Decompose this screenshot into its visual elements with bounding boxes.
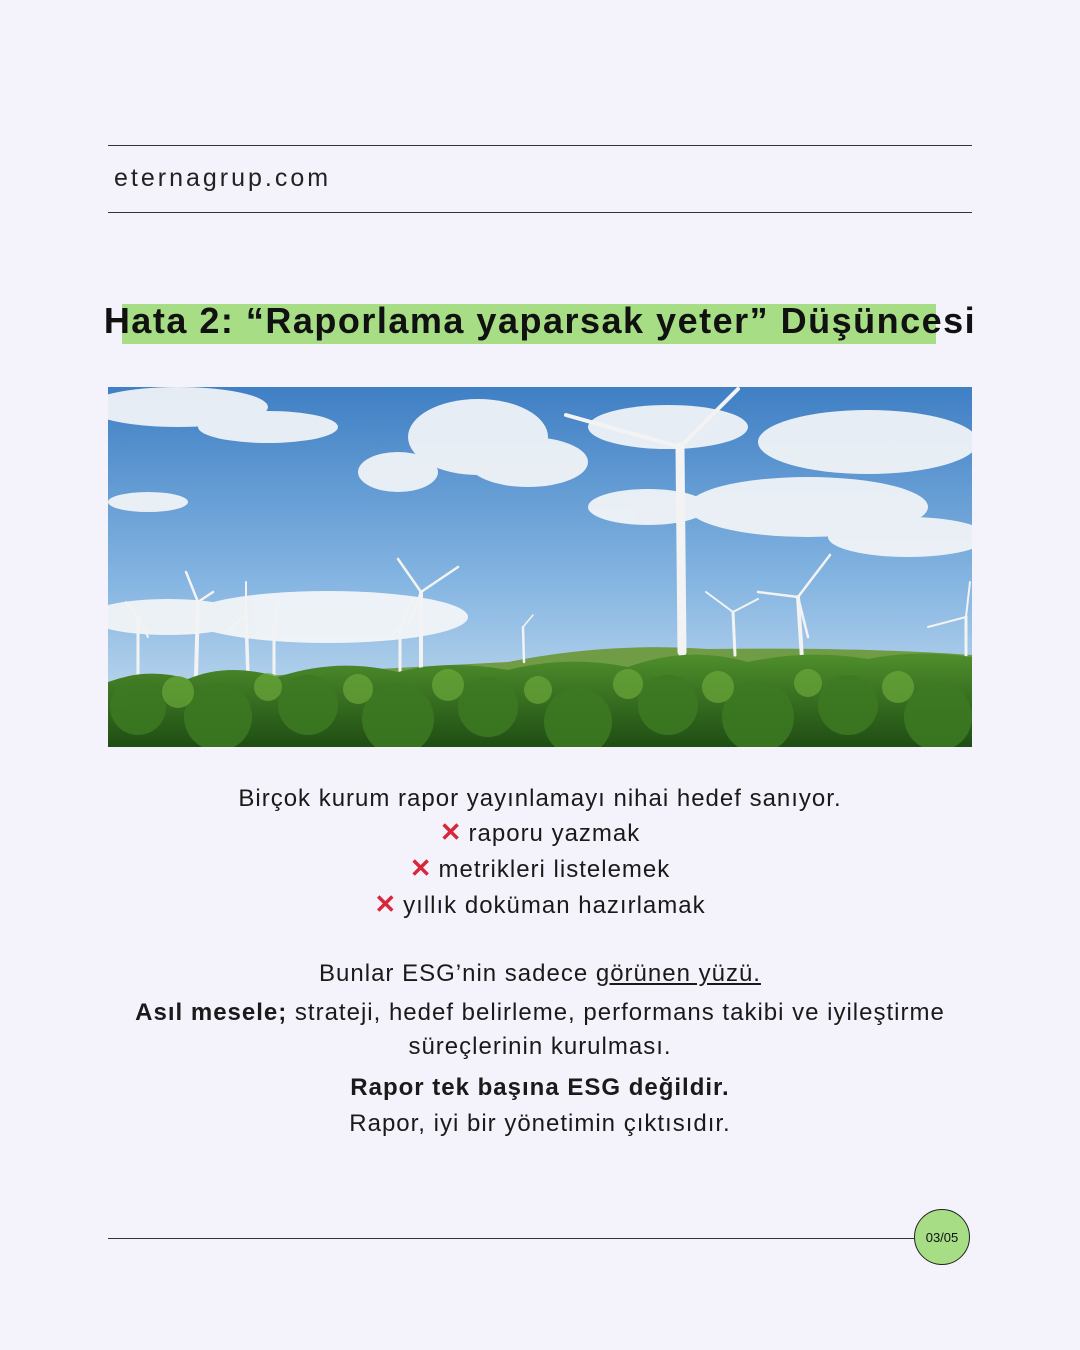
list-item bbox=[40, 887, 1040, 923]
intro-text bbox=[40, 781, 1040, 816]
list-item-text: metrikleri listelemek bbox=[438, 856, 671, 883]
list-item-text: raporu yazmak bbox=[468, 820, 641, 847]
intro-sentence: Birçok kurum rapor yayınlamayı nihai hedef sanıyor. bbox=[238, 785, 842, 812]
conclusion-text: Rapor, iyi bir yönetimin çıktısıdır. bbox=[349, 1110, 731, 1137]
brand-url: eternagrup.com bbox=[114, 164, 332, 192]
main-point-text: strateji, hedef belirleme, performans takibi ve iyileştirme bbox=[287, 999, 945, 1026]
cross-mark-icon: ✕ bbox=[439, 817, 463, 847]
main-point-continuation: süreçlerinin kurulması. bbox=[408, 1033, 672, 1060]
page-title-text: Hata 2: “Raporlama yaparsak yeter” Düşüncesi bbox=[103, 300, 977, 341]
main-point-bold: Asıl mesele; bbox=[135, 999, 288, 1026]
title-block bbox=[0, 300, 1080, 342]
list-item bbox=[40, 815, 1040, 851]
cross-mark-icon: ✕ bbox=[374, 889, 398, 919]
top-divider bbox=[108, 145, 972, 146]
conclusion-bold: Rapor tek başına ESG değildir. bbox=[350, 1074, 730, 1101]
wind-farm-photo bbox=[108, 387, 972, 747]
conclusion bbox=[40, 1070, 1040, 1142]
visible-face-line bbox=[40, 956, 1040, 991]
cross-mark-icon: ✕ bbox=[409, 853, 433, 883]
main-point bbox=[40, 996, 1040, 1064]
header-divider bbox=[108, 212, 972, 213]
visible-underlined: görünen yüzü. bbox=[595, 960, 761, 987]
footer-divider bbox=[108, 1238, 914, 1239]
mistake-list bbox=[40, 815, 1040, 923]
page-title bbox=[102, 300, 978, 342]
list-item-text: yıllık doküman hazırlamak bbox=[403, 892, 706, 919]
main-point-line bbox=[40, 996, 1040, 1030]
list-item bbox=[40, 851, 1040, 887]
page-indicator: 03/05 bbox=[914, 1209, 970, 1265]
visible-prefix: Bunlar ESG’nin sadece bbox=[319, 960, 596, 987]
